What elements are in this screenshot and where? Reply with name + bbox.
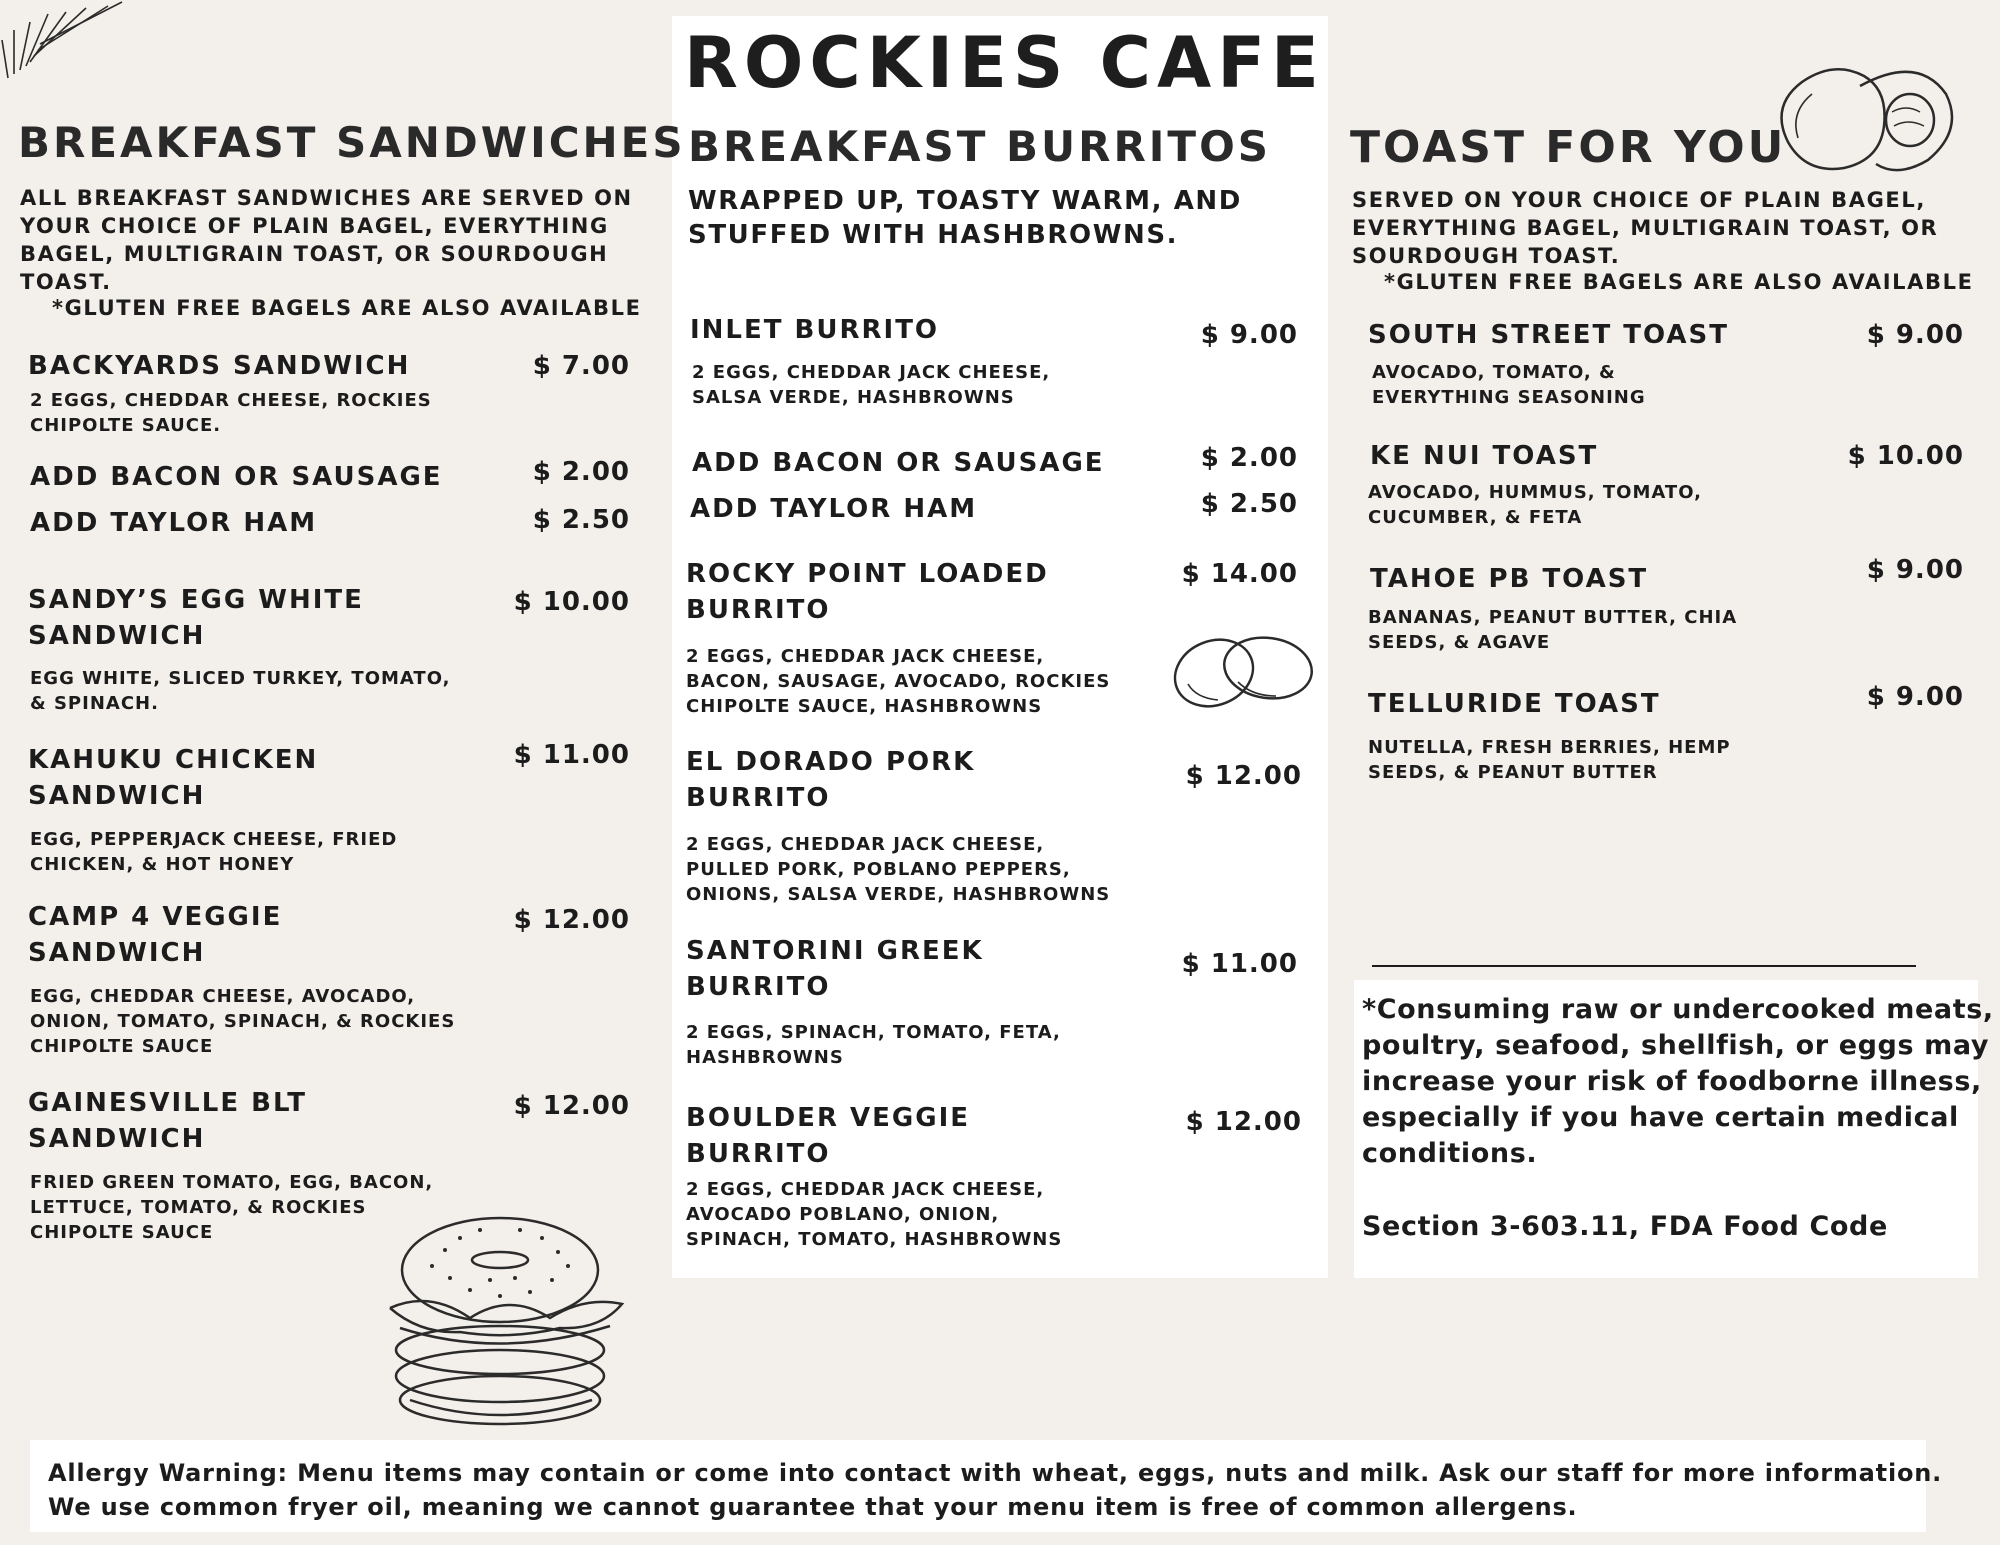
item-name-tahoe: TAHOE PB TOAST: [1370, 564, 1649, 594]
sandwiches-gluten-note: *GLUTEN FREE BAGELS ARE ALSO AVAILABLE: [52, 296, 642, 320]
desc-tahoe: BANANAS, PEANUT BUTTER, CHIA SEEDS, & AGAVE: [1368, 607, 1738, 653]
price-backyards: $ 7.00: [532, 351, 630, 381]
item-name-ke-nui: KE NUI TOAST: [1370, 441, 1599, 471]
avocado-icon: [1768, 56, 1954, 176]
price-south-street: $ 9.00: [1866, 320, 1964, 350]
addon-burrito-taylor-ham: ADD TAYLOR HAM: [690, 494, 978, 524]
burritos-heading: BREAKFAST BURRITOS: [688, 122, 1272, 171]
price-el-dorado: $ 12.00: [1185, 761, 1302, 791]
item-name-south-street: SOUTH STREET TOAST: [1368, 320, 1729, 350]
desc-ke-nui: AVOCADO, HUMMUS, TOMATO, CUCUMBER, & FETA: [1368, 482, 1702, 528]
sandwiches-heading: BREAKFAST SANDWICHES: [18, 118, 686, 167]
price-telluride: $ 9.00: [1866, 682, 1964, 712]
addon-bacon-sausage: ADD BACON OR SAUSAGE: [30, 462, 443, 492]
desc-el-dorado: 2 EGGS, CHEDDAR JACK CHEESE, PULLED PORK, POBLANO PEPPERS, ONIONS, SALSA VERDE, HASHBROWNS: [686, 834, 1111, 905]
burritos-intro: WRAPPED UP, TOASTY WARM, AND STUFFED WITH HASHBROWNS.: [688, 186, 1242, 250]
item-name-santorini: SANTORINI GREEK BURRITO: [686, 936, 984, 1002]
item-name-sandys: SANDY’S EGG WHITE SANDWICH: [28, 585, 364, 651]
price-ke-nui: $ 10.00: [1847, 441, 1964, 471]
desc-gainesville: FRIED GREEN TOMATO, EGG, BACON, LETTUCE, TOMATO, & ROCKIES CHIPOLTE SAUCE: [30, 1172, 434, 1243]
notice-divider: [1372, 965, 1916, 967]
price-inlet: $ 9.00: [1200, 320, 1298, 350]
price-addon-ham: $ 2.50: [532, 505, 630, 535]
toast-heading: TOAST FOR YOU: [1350, 122, 1787, 173]
sunburst-icon: [0, 0, 130, 80]
desc-santorini: 2 EGGS, SPINACH, TOMATO, FETA, HASHBROWNS: [686, 1022, 1061, 1068]
eggs-icon: [1166, 628, 1320, 712]
desc-inlet: 2 EGGS, CHEDDAR JACK CHEESE, SALSA VERDE, HASHBROWNS: [692, 362, 1051, 408]
item-name-inlet: INLET BURRITO: [690, 315, 940, 345]
item-name-rocky-point: ROCKY POINT LOADED BURRITO: [686, 559, 1049, 625]
price-tahoe: $ 9.00: [1866, 555, 1964, 585]
desc-backyards: 2 EGGS, CHEDDAR CHEESE, ROCKIES CHIPOLTE SAUCE.: [30, 390, 432, 436]
sandwiches-intro: ALL BREAKFAST SANDWICHES ARE SERVED ON YOUR CHOICE OF PLAIN BAGEL, EVERYTHING BAGEL, MULTIGRAIN TOAST, OR SOURDOUGH TOAST.: [20, 186, 633, 294]
toast-intro: SERVED ON YOUR CHOICE OF PLAIN BAGEL, EVERYTHING BAGEL, MULTIGRAIN TOAST, OR SOURDOUGH TOAST.: [1352, 188, 1939, 268]
cafe-title: ROCKIES CAFE: [684, 22, 1325, 104]
desc-camp4: EGG, CHEDDAR CHEESE, AVOCADO, ONION, TOMATO, SPINACH, & ROCKIES CHIPOLTE SAUCE: [30, 986, 456, 1057]
desc-telluride: NUTELLA, FRESH BERRIES, HEMP SEEDS, & PEANUT BUTTER: [1368, 737, 1731, 783]
item-name-telluride: TELLURIDE TOAST: [1368, 689, 1661, 719]
price-gainesville: $ 12.00: [513, 1091, 630, 1121]
price-burrito-addon-bacon: $ 2.00: [1200, 443, 1298, 473]
addon-burrito-bacon-sausage: ADD BACON OR SAUSAGE: [692, 448, 1105, 478]
item-name-el-dorado: EL DORADO PORK BURRITO: [686, 747, 976, 813]
price-rocky-point: $ 14.00: [1181, 559, 1298, 589]
price-kahuku: $ 11.00: [513, 740, 630, 770]
price-addon-bacon: $ 2.00: [532, 457, 630, 487]
item-name-kahuku: KAHUKU CHICKEN SANDWICH: [28, 745, 319, 811]
price-santorini: $ 11.00: [1181, 949, 1298, 979]
item-name-backyards: BACKYARDS SANDWICH: [28, 351, 411, 381]
consumer-notice: *Consuming raw or undercooked meats, poultry, seafood, shellfish, or eggs may increase your risk of foodborne illness, especially if you have certain medical conditions.: [1362, 994, 1994, 1169]
price-camp4: $ 12.00: [513, 905, 630, 935]
item-name-gainesville: GAINESVILLE BLT SANDWICH: [28, 1088, 307, 1154]
price-boulder: $ 12.00: [1185, 1107, 1302, 1137]
bagel-sandwich-icon: [360, 1200, 640, 1430]
item-name-boulder: BOULDER VEGGIE BURRITO: [686, 1103, 971, 1169]
desc-sandys: EGG WHITE, SLICED TURKEY, TOMATO, & SPINACH.: [30, 668, 451, 714]
desc-kahuku: EGG, PEPPERJACK CHEESE, FRIED CHICKEN, & HOT HONEY: [30, 829, 398, 875]
toast-gluten-note: *GLUTEN FREE BAGELS ARE ALSO AVAILABLE: [1384, 270, 1974, 294]
allergy-warning: Allergy Warning: Menu items may contain or come into contact with wheat, eggs, nuts and milk. Ask our staff for more information. We use common fryer oil, meaning we cannot guarantee that your menu item is free of common allergens.: [48, 1459, 1943, 1521]
desc-boulder: 2 EGGS, CHEDDAR JACK CHEESE, AVOCADO POBLANO, ONION, SPINACH, TOMATO, HASHBROWNS: [686, 1179, 1063, 1250]
addon-taylor-ham: ADD TAYLOR HAM: [30, 508, 318, 538]
fda-reference: Section 3-603.11, FDA Food Code: [1362, 1211, 1888, 1242]
price-burrito-addon-ham: $ 2.50: [1200, 489, 1298, 519]
price-sandys: $ 10.00: [513, 587, 630, 617]
desc-rocky-point: 2 EGGS, CHEDDAR JACK CHEESE, BACON, SAUSAGE, AVOCADO, ROCKIES CHIPOLTE SAUCE, HASHBROWNS: [686, 646, 1111, 717]
item-name-camp4: CAMP 4 VEGGIE SANDWICH: [28, 902, 283, 968]
desc-south-street: AVOCADO, TOMATO, & EVERYTHING SEASONING: [1372, 362, 1646, 408]
